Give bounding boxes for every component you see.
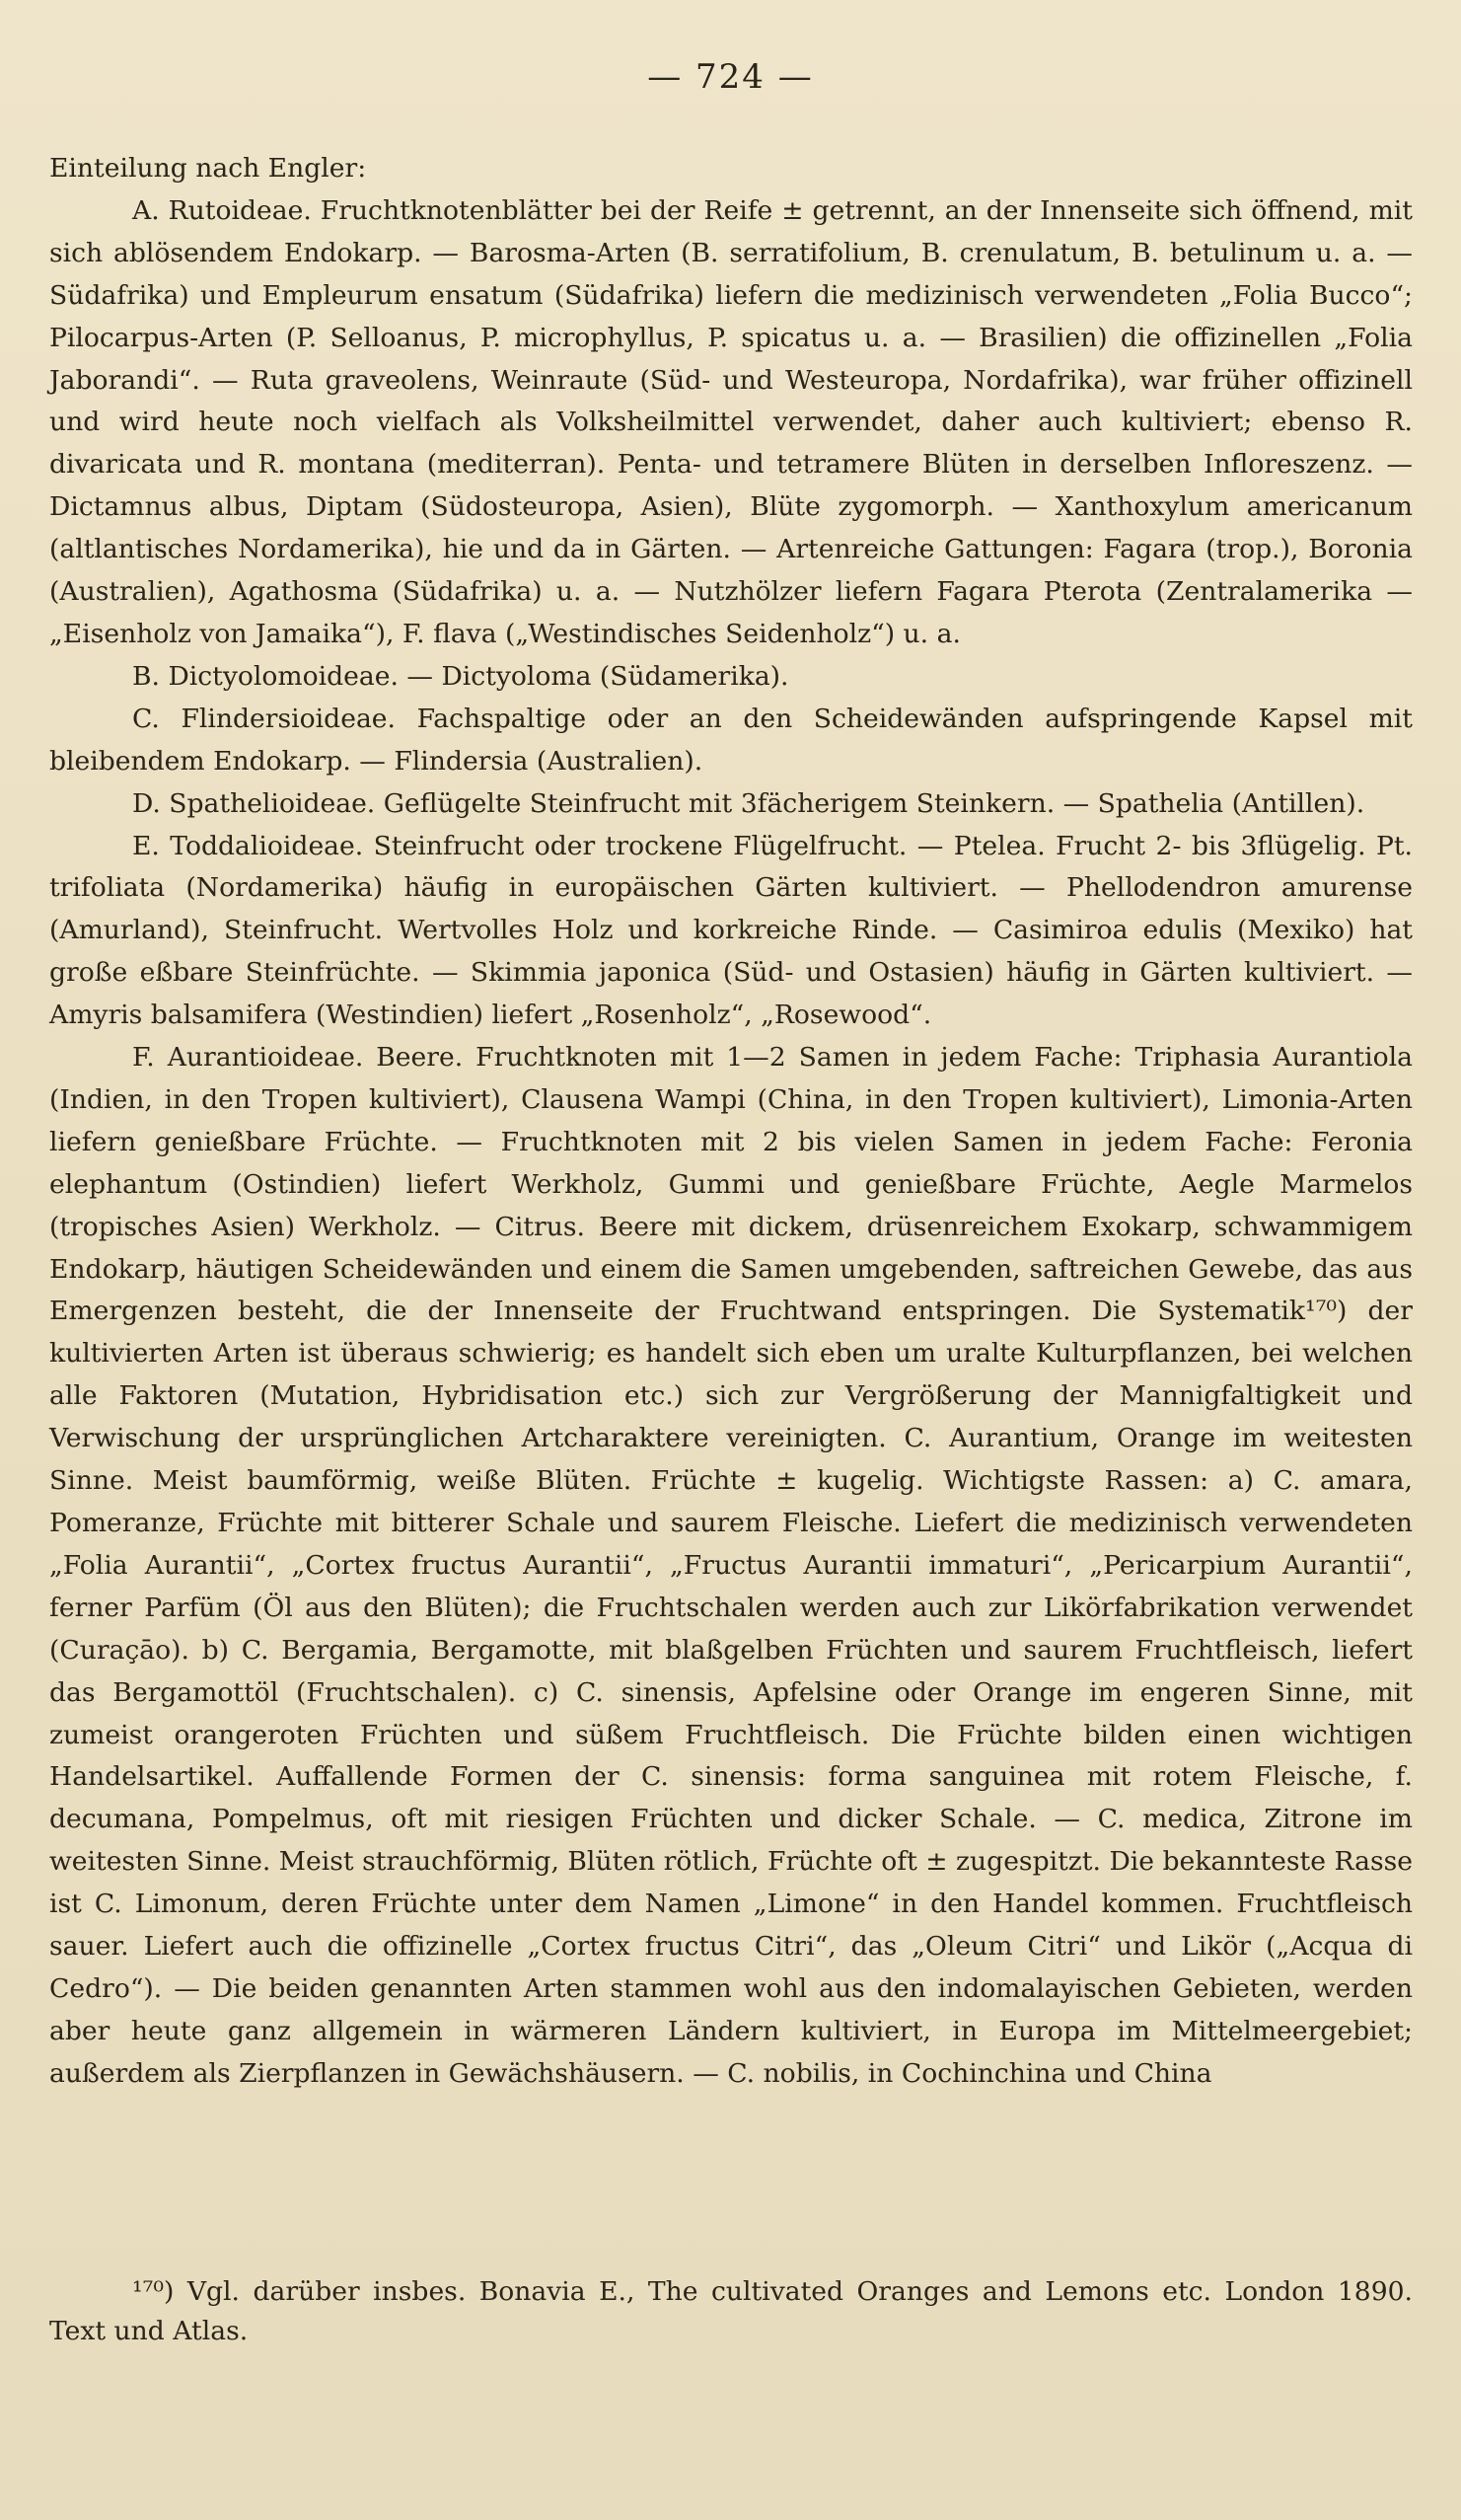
paragraph-dictyolomoideae: B. Dictyolomoideae. — Dictyoloma (Südamerika). <box>132 660 789 692</box>
paragraph-rutoideae: A. Rutoideae. Fruchtknotenblätter bei der Reife ± getrennt, an der Innenseite sich öffnend, mit sich ablösendem Endokarp. — Barosma-Arten (B. serratifolium, B. crenulatum, B. betulinum u. a. — Südafrika) und Empleurum ensatum (Südafrika) liefern die medizinisch verwendeten „Folia Bucco“; Pilocarpus-Arten (P. Selloanus, P. microphyllus, P. spicatus u. a. — Brasilien) die offizinellen „Folia Jaborandi“. — Ruta graveolens, Weinraute (Süd- und Westeuropa, Nordafrika), war früher offizinell und wird heute noch vielfach als Volksheilmittel verwendet, daher auch kultiviert; ebenso R. divaricata und R. montana (mediterran). Penta- und tetramere Blüten in derselben Infloreszenz. — Dictamnus albus, Diptam (Südosteuropa, Asien), Blüte zygomorph. — Xanthoxylum americanum (altlantisches Nordamerika), hie und da in Gärten. — Artenreiche Gattungen: Fagara (trop.), Boronia (Australien), Agathosma (Südafrika) u. a. — Nutzhölzer liefern Fagara Pterota (Zentralamerika — „Eisenholz von Jamaika“), F. flava („Westindisches Seidenholz“) u. a. <box>49 194 1413 649</box>
paragraph-flindersioideae: C. Flindersioideae. Fachspaltige oder an den Scheidewänden aufspringende Kapsel mit bleibendem Endokarp. — Flindersia (Australien). <box>49 703 1413 777</box>
paragraph-intro: Einteilung nach Engler: <box>49 153 367 184</box>
paragraph-spathelioideae: D. Spathelioideae. Geflügelte Steinfrucht mit 3fächerigem Steinkern. — Spathelia (Antillen). <box>132 787 1365 819</box>
paragraph-aurantioideae: F. Aurantioideae. Beere. Fruchtknoten mit 1—2 Samen in jedem Fache: Triphasia Aurantiola (Indien, in den Tropen kultiviert), Clausena Wampi (China, in den Tropen kultiviert), Limonia-Arten liefern genießbare Früchte. — Fruchtknoten mit 2 bis vielen Samen in jedem Fache: Feronia elephantum (Ostindien) liefert Werkholz, Gummi und genießbare Früchte, Aegle Marmelos (tropisches Asien) Werkholz. — Citrus. Beere mit dickem, drüsenreichem Exokarp, schwammigem Endokarp, häutigen Scheidewänden und einem die Samen umgebenden, saftreichen Gewebe, das aus Emergenzen besteht, die der Innenseite der Fruchtwand entspringen. Die Systematik¹⁷⁰) der kultivierten Arten ist überaus schwierig; es handelt sich eben um uralte Kulturpflanzen, bei welchen alle Faktoren (Mutation, Hybridisation etc.) sich zur Vergrößerung der Mannigfaltigkeit und Verwischung der ursprünglichen Artcharaktere vereinigten. C. Aurantium, Orange im weitesten Sinne. Meist baumförmig, weiße Blüten. Früchte ± kugelig. Wichtigste Rassen: a) C. amara, Pomeranze, Früchte mit bitterer Schale und saurem Fleische. Liefert die medizinisch verwendeten „Folia Aurantii“, „Cortex fructus Aurantii“, „Fructus Aurantii immaturi“, „Pericarpium Aurantii“, ferner Parfüm (Öl aus den Blüten); die Fruchtschalen werden auch zur Likörfabrikation verwendet (Curaçāo). b) C. Bergamia, Bergamotte, mit blaßgelben Früchten und saurem Fruchtfleisch, liefert das Bergamottöl (Fruchtschalen). c) C. sinensis, Apfelsine oder Orange im engeren Sinne, mit zumeist orangeroten Früchten und süßem Fruchtfleisch. Die Früchte bilden einen wichtigen Handelsartikel. Auffallende Formen der C. sinensis: forma sanguinea mit rotem Fleische, f. decumana, Pompelmus, oft mit riesigen Früchten und dicker Schale. — C. medica, Zitrone im weitesten Sinne. Meist strauchförmig, Blüten rötlich, Früchte oft ± zugespitzt. Die bekannteste Rasse ist C. Limonum, deren Früchte unter dem Namen „Limone“ in den Handel kommen. Fruchtfleisch sauer. Liefert auch die offizinelle „Cortex fructus Citri“, das „Oleum Citri“ und Likör („Acqua di Cedro“). — Die beiden genannten Arten stammen wohl aus den indomalayischen Gebieten, werden aber heute ganz allgemein in wärmeren Ländern kultiviert, in Europa im Mittelmeergebiet; außerdem als Zierpflanzen in Gewächshäusern. — C. nobilis, in Cochinchina und China <box>49 1042 1413 2089</box>
footnote-170: ¹⁷⁰) Vgl. darüber insbes. Bonavia E., The cultivated Oranges and Lemons etc. London 1890. Text und Atlas. <box>49 2276 1413 2346</box>
paragraph-toddalioideae: E. Toddalioideae. Steinfrucht oder trockene Flügelfrucht. — Ptelea. Frucht 2- bis 3flügelig. Pt. trifoliata (Nordamerika) häufig in europäischen Gärten kultiviert. — Phellodendron amurense (Amurland), Steinfrucht. Wertvolles Holz und korkreiche Rinde. — Casimiroa edulis (Mexiko) hat große eßbare Steinfrüchte. — Skimmia japonica (Süd- und Ostasien) häufig in Gärten kultiviert. — Amyris balsamifera (Westindien) liefert „Rosenholz“, „Rosewood“. <box>49 830 1413 1031</box>
body-text <box>49 148 1413 2096</box>
footnote <box>49 2272 1413 2351</box>
page-number: — 724 — <box>647 57 814 97</box>
